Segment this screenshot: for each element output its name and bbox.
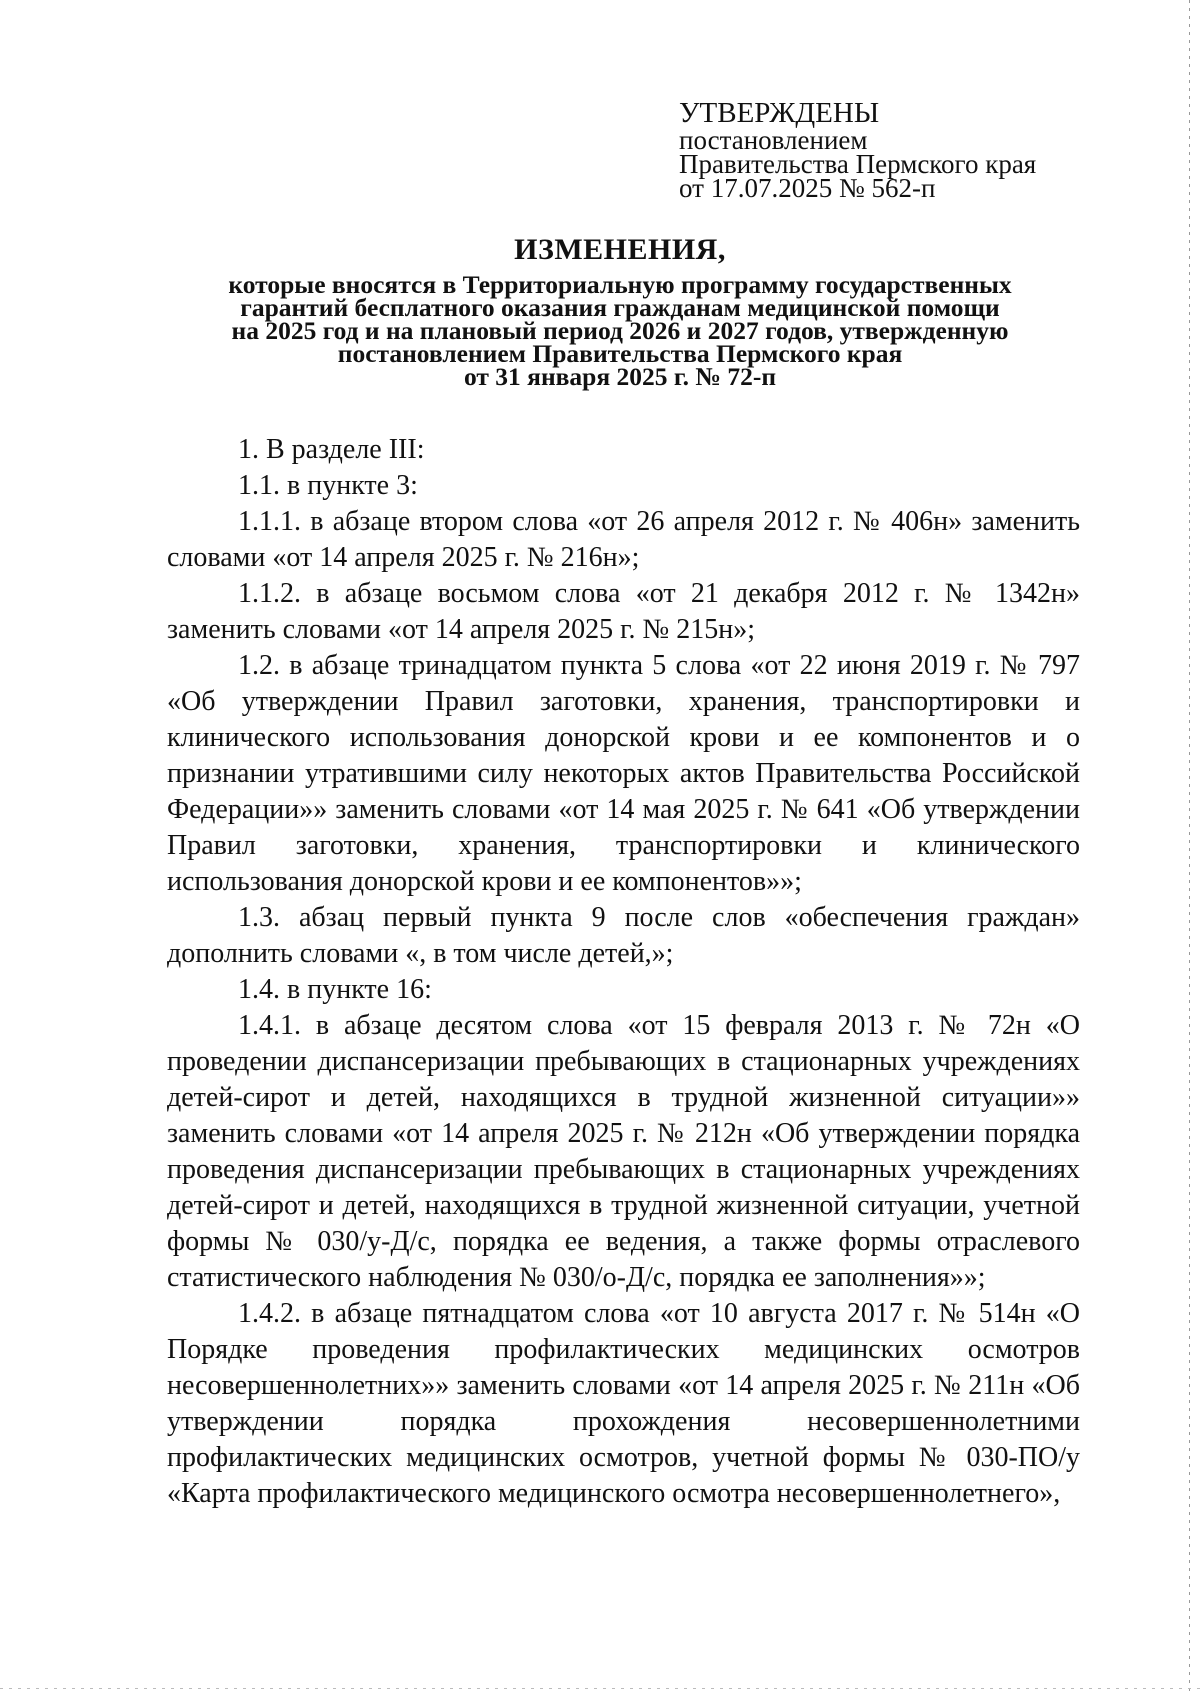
paragraph-section-1: 1. В разделе III:	[238, 434, 425, 465]
paragraph-1-4-1: 1.4.1. в абзаце десятом слова «от 15 февраля 2013 г. № 72н «О проведении диспансеризации пребывающих в стационарных учреждениях детей-сирот и детей, находящихся в трудной жизненной ситуации»» заменить словами «от 14 апреля 2025 г. № 212н «Об утверждении порядка проведения диспансеризации пребывающих в стационарных учреждениях детей-сирот и детей, находящихся в трудной жизненной ситуации, учетной формы № 030/у-Д/с, порядка ее ведения, а также формы отраслевого статистического наблюдения № 030/о-Д/с, порядка ее заполнения»»;	[167, 1010, 1080, 1293]
subtitle-line: постановлением Правительства Пермского края	[337, 339, 903, 368]
subtitle-line: гарантий бесплатного оказания гражданам медицинской помощи	[240, 293, 1000, 322]
subtitle-line: от 31 января 2025 г. № 72-п	[463, 362, 777, 391]
approval-line: Правительства Пермского края	[679, 149, 1037, 179]
approval-line: от 17.07.2025 № 562-п	[679, 173, 936, 203]
approval-heading: УТВЕРЖДЕНЫ	[679, 97, 880, 129]
paragraph-1-4: 1.4. в пункте 16:	[238, 974, 432, 1005]
scan-edge-bottom	[0, 1688, 1200, 1689]
approval-stamp	[679, 97, 1037, 203]
subtitle-line: на 2025 год и на плановый период 2026 и 2027 годов, утвержденную	[231, 316, 1009, 345]
paragraph-1-1: 1.1. в пункте 3:	[238, 470, 418, 501]
document-title: ИЗМЕНЕНИЯ,	[514, 233, 726, 266]
paragraph-1-1-2: 1.1.2. в абзаце восьмом слова «от 21 декабря 2012 г. № 1342н» заменить словами «от 14 апреля 2025 г. № 215н»;	[167, 578, 1080, 645]
approval-line: постановлением	[679, 125, 868, 155]
paragraph-1-1-1: 1.1.1. в абзаце втором слова «от 26 апреля 2012 г. № 406н» заменить словами «от 14 апреля 2025 г. № 216н»;	[167, 506, 1080, 573]
paragraph-1-4-2: 1.4.2. в абзаце пятнадцатом слова «от 10 августа 2017 г. № 514н «О Порядке проведения профилактических медицинских осмотров несовершеннолетних»» заменить словами «от 14 апреля 2025 г. № 211н «Об утверждении порядка прохождения несовершеннолетними профилактических медицинских осмотров, учетной формы № 030-ПО/у «Карта профилактического медицинского осмотра несовершеннолетнего»,	[167, 1298, 1080, 1509]
document-body	[167, 432, 1080, 1512]
paragraph-1-3: 1.3. абзац первый пункта 9 после слов «обеспечения граждан» дополнить словами «, в том числе детей,»;	[167, 902, 1080, 969]
subtitle-line: которые вносятся в Территориальную программу государственных	[228, 270, 1012, 299]
paragraph-1-2: 1.2. в абзаце тринадцатом пункта 5 слова «от 22 июня 2019 г. № 797 «Об утверждении Правил заготовки, хранения, транспортировки и клинического использования донорской крови и ее компонентов и о признании утратившими силу некоторых актов Правительства Российской Федерации»» заменить словами «от 14 мая 2025 г. № 641 «Об утверждении Правил заготовки, хранения, транспортировки и клинического использования донорской крови и ее компонентов»»;	[167, 650, 1080, 897]
document-subtitle	[170, 270, 1070, 391]
